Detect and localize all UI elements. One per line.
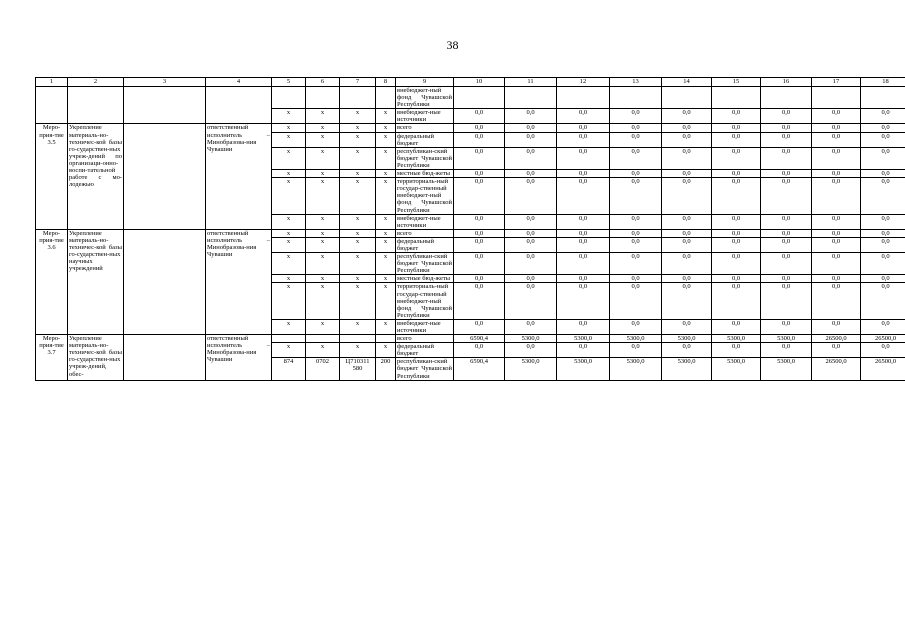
value-cell: 0,0	[712, 275, 761, 283]
code-cell: x	[306, 109, 340, 124]
value-cell: 0,0	[812, 170, 861, 178]
value-cell: 0,0	[610, 109, 662, 124]
value-cell: 0,0	[662, 178, 712, 214]
value-cell: 0,0	[812, 283, 861, 319]
code-cell: x	[376, 147, 396, 169]
table-row	[36, 335, 905, 343]
code-cell: x	[340, 283, 376, 319]
code-cell: x	[340, 343, 376, 358]
column-header: 9	[396, 78, 454, 87]
value-cell: 5300,0	[557, 358, 610, 380]
value-cell: 0,0	[761, 147, 812, 169]
value-cell: 0,0	[610, 214, 662, 229]
column-header: 13	[610, 78, 662, 87]
value-cell: 0,0	[812, 319, 861, 334]
value-cell: 0,0	[812, 275, 861, 283]
source-cell: республикан-ский бюджет Чувашской Республики	[397, 358, 452, 380]
value-cell: 0,0	[662, 283, 712, 319]
code-cell: x	[272, 237, 306, 252]
column-header: 17	[812, 78, 861, 87]
value-cell: 0,0	[761, 214, 812, 229]
value-cell: 0,0	[454, 214, 505, 229]
value-cell: 0,0	[454, 147, 505, 169]
code-cell: x	[306, 124, 340, 132]
value-cell: 0,0	[812, 124, 861, 132]
column-header: 1	[36, 78, 68, 87]
value-cell: 0,0	[662, 275, 712, 283]
value-cell: 0,0	[557, 275, 610, 283]
code-cell: x	[340, 178, 376, 214]
value-cell: 0,0	[712, 343, 761, 358]
value-cell	[861, 87, 905, 109]
csr-cell: Ц710311 580	[340, 358, 376, 380]
value-cell: 0,0	[761, 283, 812, 319]
value-cell: 0,0	[610, 178, 662, 214]
column-header: 6	[306, 78, 340, 87]
measure-number-cell: Меро-прия-тие 3.7	[36, 335, 68, 381]
value-cell: 0,0	[761, 253, 812, 275]
source-cell: республикан-ский бюджет Чувашской Республики	[397, 147, 452, 169]
measure-title-cell: Укрепление материаль-но-техничес-кой базы го-сударствен-ных научных учреждений	[68, 229, 124, 334]
value-cell: 6590,4	[454, 358, 505, 380]
value-cell: 0,0	[662, 147, 712, 169]
code-cell	[306, 335, 340, 343]
code-cell: x	[272, 132, 306, 147]
value-cell: 0,0	[505, 109, 557, 124]
value-cell: 0,0	[761, 124, 812, 132]
code-cell: x	[306, 170, 340, 178]
code-cell	[272, 87, 306, 109]
value-cell: 0,0	[454, 275, 505, 283]
source-cell: федеральный бюджет	[396, 237, 454, 252]
value-cell: 0,0	[812, 253, 861, 275]
value-cell: 0,0	[861, 319, 905, 334]
header-row	[36, 78, 905, 87]
value-cell: 0,0	[557, 147, 610, 169]
code-cell: x	[306, 319, 340, 334]
value-cell: 0,0	[761, 237, 812, 252]
value-cell: 0,0	[505, 214, 557, 229]
code-cell: x	[340, 319, 376, 334]
value-cell: 0,0	[861, 214, 905, 229]
source-cell: внебюджет-ные источники	[396, 109, 454, 124]
value-cell: 0,0	[812, 237, 861, 252]
value-cell: 0,0	[861, 109, 905, 124]
column-header: 8	[376, 78, 396, 87]
value-cell: 0,0	[557, 283, 610, 319]
value-cell: 0,0	[861, 178, 905, 214]
code-cell: x	[340, 109, 376, 124]
code-cell: x	[376, 132, 396, 147]
code-cell: x	[272, 109, 306, 124]
code-cell: x	[340, 214, 376, 229]
value-cell: 0,0	[557, 343, 610, 358]
value-cell: 0,0	[610, 147, 662, 169]
code-cell: x	[272, 283, 306, 319]
value-cell: 0,0	[712, 124, 761, 132]
source-cell: внебюджет-ные источники	[396, 319, 454, 334]
column-header: 7	[340, 78, 376, 87]
code-cell: x	[376, 229, 396, 237]
value-cell: 0,0	[712, 147, 761, 169]
table-row	[36, 229, 905, 237]
code-cell: x	[272, 229, 306, 237]
value-cell: 0,0	[712, 109, 761, 124]
value-cell: 5300,0	[662, 335, 712, 343]
value-cell: 26500,0	[861, 335, 905, 343]
value-cell: 0,0	[812, 109, 861, 124]
column-header: 10	[454, 78, 505, 87]
code-cell: x	[306, 283, 340, 319]
value-cell: 0,0	[761, 178, 812, 214]
value-cell: 0,0	[712, 229, 761, 237]
value-cell: 0,0	[761, 319, 812, 334]
value-cell: 26500,0	[812, 358, 861, 380]
value-cell: 0,0	[454, 132, 505, 147]
code-cell	[376, 87, 396, 109]
value-cell: 0,0	[761, 132, 812, 147]
executor-cell	[206, 87, 272, 124]
value-cell: 0,0	[454, 229, 505, 237]
value-cell: 5300,0	[610, 358, 662, 380]
source-cell: республикан-ский бюджет Чувашской Республики	[397, 253, 452, 275]
value-cell: 5300,0	[610, 335, 662, 343]
measure-title-cell	[68, 87, 124, 124]
code-cell: x	[376, 124, 396, 132]
value-cell: 0,0	[557, 229, 610, 237]
value-cell: 0,0	[712, 132, 761, 147]
measure-title-cell: Укрепление материаль-но-техничес-кой базы го-сударствен-ных учреж-дений, обес-	[68, 335, 124, 381]
value-cell: 0,0	[557, 237, 610, 252]
value-cell: 0,0	[610, 124, 662, 132]
value-cell	[610, 87, 662, 109]
value-cell: 0,0	[812, 229, 861, 237]
value-cell: 0,0	[610, 319, 662, 334]
value-cell: 0,0	[557, 253, 610, 275]
budget-table	[35, 77, 905, 381]
source-cell: всего	[396, 229, 454, 237]
code-cell: x	[306, 147, 340, 169]
page-number: 38	[446, 38, 459, 52]
value-cell: 0,0	[861, 275, 905, 283]
value-cell: 0,0	[712, 214, 761, 229]
code-cell: x	[340, 132, 376, 147]
code-cell: x	[272, 147, 306, 169]
code-cell: x	[376, 178, 396, 214]
column-header: 15	[712, 78, 761, 87]
code-cell: x	[340, 275, 376, 283]
code-cell: x	[272, 124, 306, 132]
code-cell	[306, 87, 340, 109]
code-cell	[340, 87, 376, 109]
value-cell: 0,0	[712, 283, 761, 319]
code-cell: x	[306, 229, 340, 237]
value-cell: 5300,0	[505, 335, 557, 343]
code-cell: x	[376, 109, 396, 124]
code-cell: x	[272, 253, 306, 275]
value-cell: 0,0	[454, 319, 505, 334]
value-cell: 0,0	[505, 229, 557, 237]
column-header: 5	[272, 78, 306, 87]
table-row	[36, 124, 905, 132]
value-cell: 0,0	[861, 132, 905, 147]
code-cell: x	[272, 343, 306, 358]
column-header: 16	[761, 78, 812, 87]
source-cell: внебюджет-ные источники	[396, 214, 454, 229]
value-cell: 0,0	[610, 343, 662, 358]
value-cell: 5300,0	[662, 358, 712, 380]
code-cell: x	[376, 283, 396, 319]
value-cell	[712, 87, 761, 109]
value-cell: 0,0	[454, 109, 505, 124]
value-cell: 0,0	[662, 132, 712, 147]
value-cell: 0,0	[861, 237, 905, 252]
code-cell: x	[376, 319, 396, 334]
value-cell: 0,0	[610, 170, 662, 178]
code-cell: x	[376, 170, 396, 178]
value-cell: 5300,0	[712, 335, 761, 343]
value-cell	[505, 87, 557, 109]
executor-cell: ответственный исполнитель – Минобразова-ния Чувашии	[206, 335, 272, 381]
vr-cell: 200	[376, 358, 396, 380]
value-cell: 0,0	[557, 170, 610, 178]
value-cell: 0,0	[557, 214, 610, 229]
code-cell: x	[306, 214, 340, 229]
value-cell: 0,0	[812, 343, 861, 358]
value-cell: 0,0	[454, 237, 505, 252]
col3-cell	[124, 229, 206, 334]
value-cell: 0,0	[505, 124, 557, 132]
col3-cell	[124, 87, 206, 124]
value-cell: 26500,0	[812, 335, 861, 343]
value-cell: 5300,0	[761, 335, 812, 343]
value-cell: 0,0	[662, 319, 712, 334]
column-header: 11	[505, 78, 557, 87]
value-cell: 0,0	[505, 132, 557, 147]
col3-cell	[124, 335, 206, 381]
value-cell: 0,0	[662, 237, 712, 252]
column-header: 4	[206, 78, 272, 87]
code-cell: x	[272, 275, 306, 283]
value-cell: 0,0	[761, 343, 812, 358]
value-cell: 0,0	[761, 109, 812, 124]
value-cell: 0,0	[861, 343, 905, 358]
code-cell: x	[340, 253, 376, 275]
value-cell: 0,0	[610, 132, 662, 147]
code-cell: x	[306, 237, 340, 252]
value-cell: 0,0	[812, 178, 861, 214]
value-cell	[812, 87, 861, 109]
value-cell: 0,0	[454, 170, 505, 178]
value-cell: 0,0	[610, 275, 662, 283]
code-cell: x	[306, 132, 340, 147]
value-cell: 0,0	[812, 132, 861, 147]
source-cell: территориаль-ный государ-ственный внебюджет-ный фонд Чувашской Республики	[397, 283, 452, 319]
column-header: 14	[662, 78, 712, 87]
value-cell	[662, 87, 712, 109]
value-cell: 0,0	[610, 283, 662, 319]
value-cell: 0,0	[861, 124, 905, 132]
value-cell: 0,0	[557, 124, 610, 132]
measure-title-cell: Укрепление материаль-но-техничес-кой базы го-сударствен-ных учреж-дений по организаци-онно-воспи-тательной работе с мо-лодежью	[68, 124, 124, 229]
source-cell: федеральный бюджет	[396, 132, 454, 147]
value-cell: 5300,0	[557, 335, 610, 343]
value-cell: 0,0	[662, 214, 712, 229]
source-cell: всего	[396, 335, 454, 343]
value-cell: 0,0	[761, 275, 812, 283]
measure-number-cell: Меро-прия-тие 3.5	[36, 124, 68, 229]
value-cell: 0,0	[861, 253, 905, 275]
value-cell	[454, 87, 505, 109]
code-cell: x	[306, 253, 340, 275]
column-header: 2	[68, 78, 124, 87]
code-cell: x	[376, 237, 396, 252]
value-cell: 0,0	[712, 253, 761, 275]
value-cell: 0,0	[662, 109, 712, 124]
value-cell: 0,0	[505, 343, 557, 358]
value-cell: 0,0	[861, 147, 905, 169]
code-cell: x	[376, 275, 396, 283]
value-cell: 5300,0	[712, 358, 761, 380]
value-cell: 0,0	[557, 109, 610, 124]
value-cell: 0,0	[712, 178, 761, 214]
value-cell: 0,0	[861, 170, 905, 178]
code-cell: x	[376, 343, 396, 358]
measure-number-cell	[36, 87, 68, 124]
value-cell: 0,0	[861, 229, 905, 237]
value-cell: 0,0	[662, 229, 712, 237]
value-cell: 0,0	[557, 319, 610, 334]
code-cell: x	[340, 124, 376, 132]
value-cell: 0,0	[505, 170, 557, 178]
value-cell: 0,0	[610, 229, 662, 237]
value-cell: 0,0	[454, 178, 505, 214]
code-cell: x	[306, 275, 340, 283]
source-cell: территориаль-ный государ-ственный внебюджет-ный фонд Чувашской Республики	[397, 178, 452, 214]
column-header: 12	[557, 78, 610, 87]
value-cell: 0,0	[610, 253, 662, 275]
value-cell: 0,0	[505, 237, 557, 252]
code-cell	[340, 335, 376, 343]
code-cell: x	[272, 170, 306, 178]
value-cell: 0,0	[761, 229, 812, 237]
value-cell: 0,0	[454, 124, 505, 132]
value-cell: 0,0	[454, 343, 505, 358]
value-cell: 6590,4	[454, 335, 505, 343]
value-cell: 0,0	[812, 214, 861, 229]
value-cell: 0,0	[505, 275, 557, 283]
value-cell: 0,0	[761, 170, 812, 178]
code-cell: x	[340, 237, 376, 252]
code-cell	[376, 335, 396, 343]
source-cell: местные бюд-жеты	[396, 275, 454, 283]
value-cell: 26500,0	[861, 358, 905, 380]
code-cell: x	[306, 343, 340, 358]
source-cell: внебюджет-ный фонд Чувашской Республики	[397, 87, 452, 109]
source-cell: местные бюд-жеты	[396, 170, 454, 178]
column-header: 18	[861, 78, 905, 87]
value-cell: 0,0	[505, 178, 557, 214]
table-row	[36, 87, 905, 109]
value-cell: 0,0	[454, 253, 505, 275]
value-cell: 0,0	[610, 237, 662, 252]
value-cell: 0,0	[505, 283, 557, 319]
value-cell: 0,0	[861, 283, 905, 319]
value-cell: 0,0	[712, 237, 761, 252]
grbs-cell: 874	[272, 358, 306, 380]
source-cell: федеральный бюджет	[396, 343, 454, 358]
col3-cell	[124, 124, 206, 229]
value-cell: 0,0	[454, 283, 505, 319]
value-cell: 0,0	[557, 132, 610, 147]
value-cell: 0,0	[712, 170, 761, 178]
code-cell: x	[340, 147, 376, 169]
value-cell: 0,0	[505, 319, 557, 334]
value-cell: 0,0	[505, 147, 557, 169]
value-cell: 0,0	[812, 147, 861, 169]
source-cell: всего	[396, 124, 454, 132]
code-cell: x	[272, 214, 306, 229]
code-cell: x	[376, 253, 396, 275]
measure-number-cell: Меро-прия-тие 3.6	[36, 229, 68, 334]
code-cell: x	[376, 214, 396, 229]
value-cell: 0,0	[662, 124, 712, 132]
value-cell: 0,0	[712, 319, 761, 334]
value-cell: 0,0	[505, 253, 557, 275]
column-header: 3	[124, 78, 206, 87]
code-cell: x	[306, 178, 340, 214]
code-cell: x	[340, 229, 376, 237]
value-cell: 0,0	[662, 253, 712, 275]
value-cell	[761, 87, 812, 109]
code-cell: x	[272, 178, 306, 214]
value-cell	[557, 87, 610, 109]
executor-cell: ответственный исполнитель – Минобразова-ния Чувашии	[206, 229, 272, 334]
value-cell: 0,0	[662, 170, 712, 178]
code-cell	[272, 335, 306, 343]
executor-cell: ответственный исполнитель – Минобразова-ния Чувашии	[206, 124, 272, 229]
value-cell: 0,0	[557, 178, 610, 214]
code-cell: x	[272, 319, 306, 334]
rz-cell: 0702	[306, 358, 340, 380]
value-cell: 5300,0	[761, 358, 812, 380]
value-cell: 0,0	[662, 343, 712, 358]
code-cell: x	[340, 170, 376, 178]
value-cell: 5300,0	[505, 358, 557, 380]
